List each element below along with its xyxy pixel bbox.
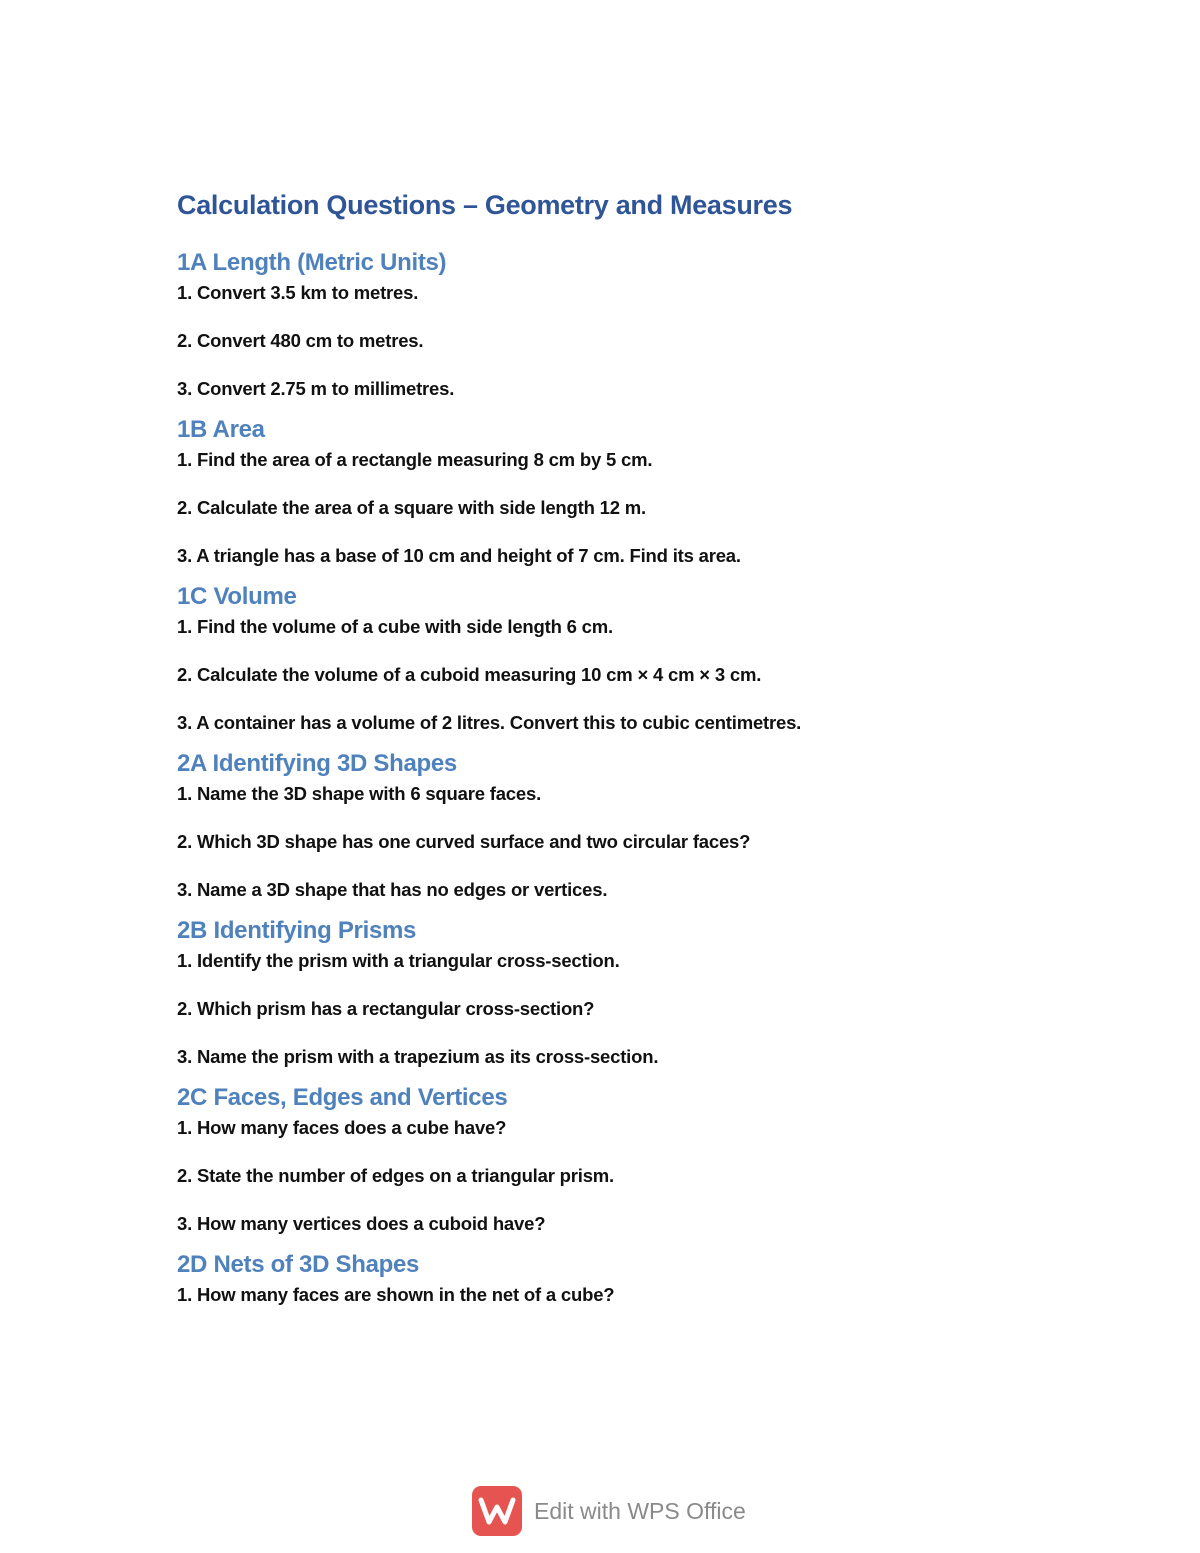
question: 1. Name the 3D shape with 6 square faces. (177, 783, 542, 804)
question: 2. Calculate the area of a square with side length 12 m. (177, 497, 646, 518)
section-heading: 2B Identifying Prisms (177, 917, 417, 944)
section-heading: 1C Volume (177, 583, 297, 610)
section-2c (177, 1081, 1077, 1237)
section-heading: 2C Faces, Edges and Vertices (177, 1084, 508, 1111)
section-2a (177, 747, 1077, 903)
section-2b (177, 914, 1077, 1070)
wps-edit-banner[interactable] (472, 1486, 746, 1536)
question: 2. Which prism has a rectangular cross-section? (177, 998, 595, 1019)
question: 1. How many faces does a cube have? (177, 1117, 507, 1138)
question: 3. Convert 2.75 m to millimetres. (177, 378, 455, 399)
section-heading: 2A Identifying 3D Shapes (177, 750, 457, 777)
question: 1. Convert 3.5 km to metres. (177, 282, 419, 303)
question: 1. Find the area of a rectangle measuring 8 cm by 5 cm. (177, 449, 653, 470)
section-heading: 2D Nets of 3D Shapes (177, 1251, 420, 1278)
question: 2. Calculate the volume of a cuboid measuring 10 cm × 4 cm × 3 cm. (177, 664, 762, 685)
wps-edit-label[interactable]: Edit with WPS Office (534, 1497, 746, 1524)
question: 2. Convert 480 cm to metres. (177, 330, 424, 351)
section-1c (177, 580, 1077, 736)
section-1a (177, 246, 1077, 402)
question: 3. A triangle has a base of 10 cm and height of 7 cm. Find its area. (177, 545, 741, 566)
question: 3. Name a 3D shape that has no edges or vertices. (177, 879, 608, 900)
document-page (177, 186, 1077, 1319)
question: 2. Which 3D shape has one curved surface and two circular faces? (177, 831, 751, 852)
section-2d (177, 1248, 1077, 1308)
section-heading: 1B Area (177, 416, 265, 443)
question: 3. A container has a volume of 2 litres. Convert this to cubic centimetres. (177, 712, 802, 733)
wps-office-logo-icon (472, 1486, 522, 1536)
question: 2. State the number of edges on a triangular prism. (177, 1165, 614, 1186)
question: 1. Identify the prism with a triangular cross-section. (177, 950, 620, 971)
document-title: Calculation Questions – Geometry and Measures (177, 190, 793, 220)
question: 3. How many vertices does a cuboid have? (177, 1213, 546, 1234)
question: 1. Find the volume of a cube with side length 6 cm. (177, 616, 613, 637)
section-1b (177, 413, 1077, 569)
question: 3. Name the prism with a trapezium as its cross-section. (177, 1046, 659, 1067)
section-heading: 1A Length (Metric Units) (177, 249, 447, 276)
question: 1. How many faces are shown in the net of a cube? (177, 1284, 615, 1305)
